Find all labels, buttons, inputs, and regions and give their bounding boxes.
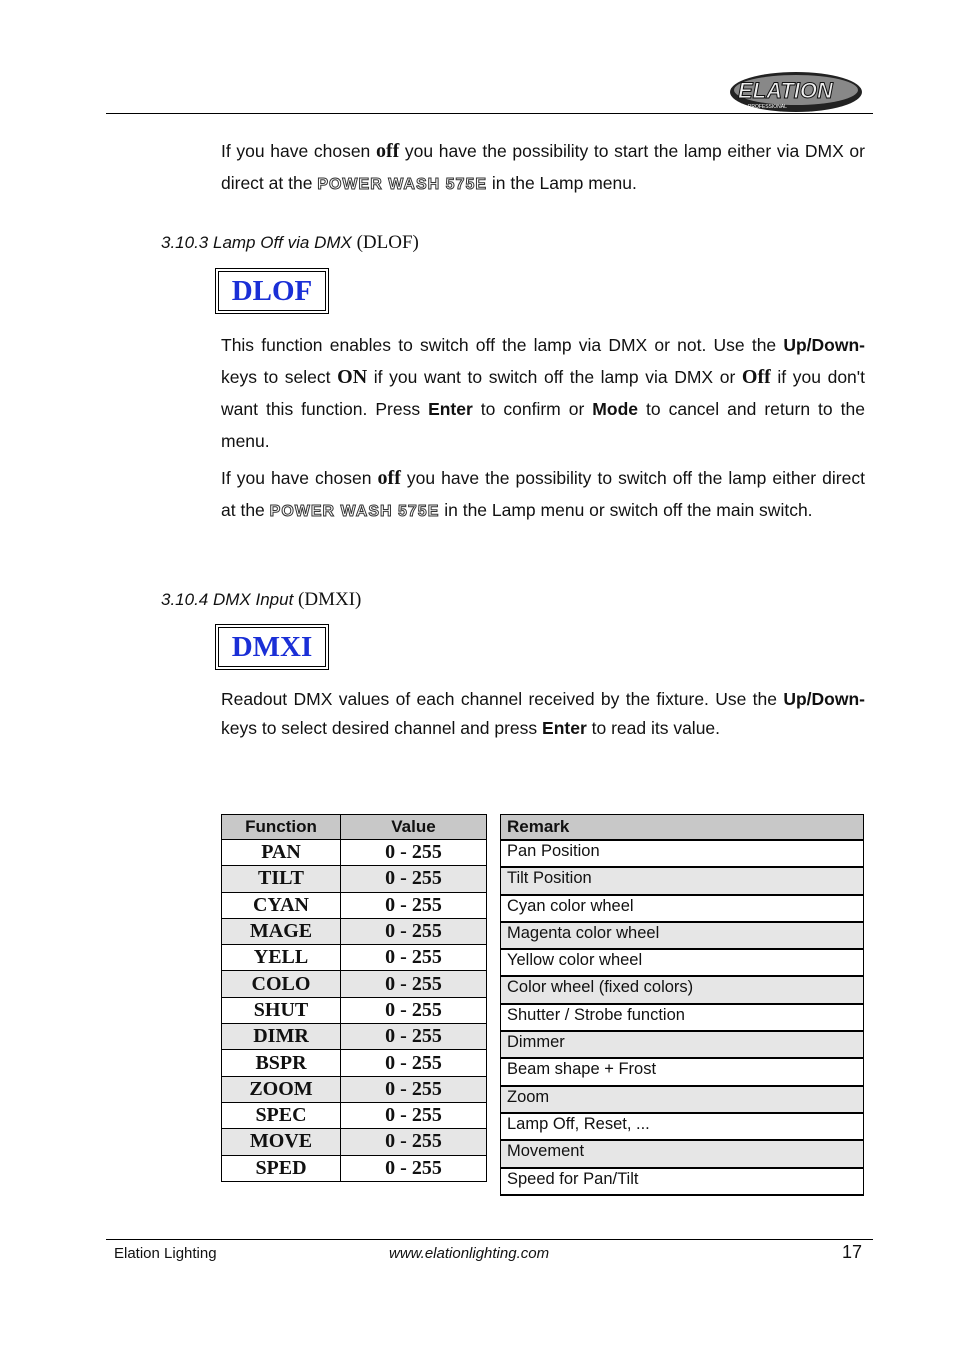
value-cell: 0 - 255 — [341, 840, 487, 866]
remark-cell: Zoom — [501, 1086, 864, 1113]
table-row — [501, 922, 864, 949]
table-row — [222, 866, 487, 892]
table-row — [501, 895, 864, 922]
remark-cell: Dimmer — [501, 1031, 864, 1058]
device-name: POWER WASH 575E — [317, 176, 488, 193]
remark-table — [500, 814, 864, 1196]
function-cell: SPED — [222, 1155, 341, 1181]
display-text-dmxi: DMXI — [218, 627, 326, 667]
function-cell: MOVE — [222, 1129, 341, 1155]
function-cell: PAN — [222, 840, 341, 866]
remark-cell: Color wheel (fixed colors) — [501, 976, 864, 1003]
function-header: Function — [222, 815, 341, 840]
table-row — [222, 892, 487, 918]
display-box-dmxi — [215, 624, 329, 670]
table-row — [501, 1004, 864, 1031]
table-row — [222, 1024, 487, 1050]
table-row — [222, 918, 487, 944]
table-row — [501, 1168, 864, 1195]
paragraph-dlof-off-note: If you have chosen off you have the possibility to switch off the lamp either direct at the POWER WASH 575E in the Lamp menu or switch off the main switch. — [221, 467, 865, 520]
remark-cell: Lamp Off, Reset, ... — [501, 1113, 864, 1140]
display-text-dlof: DLOF — [218, 271, 326, 311]
table-row — [222, 1129, 487, 1155]
function-cell: COLO — [222, 971, 341, 997]
function-cell: ZOOM — [222, 1076, 341, 1102]
remark-cell: Tilt Position — [501, 867, 864, 894]
table-row — [501, 1113, 864, 1140]
table-row — [222, 1050, 487, 1076]
remark-cell: Magenta color wheel — [501, 922, 864, 949]
table-row — [222, 971, 487, 997]
table-row — [501, 1031, 864, 1058]
table-row — [222, 1076, 487, 1102]
value-cell: 0 - 255 — [341, 1076, 487, 1102]
table-row — [501, 840, 864, 867]
paragraph-dmxi-description: Readout DMX values of each channel received by the fixture. Use the Up/Down-keys to select desired channel and press Enter to read its value. — [221, 689, 865, 738]
logo-subtext: PROFESSIONAL — [748, 104, 787, 110]
function-cell: SHUT — [222, 997, 341, 1023]
value-cell: 0 - 255 — [341, 892, 487, 918]
value-cell: 0 - 255 — [341, 1024, 487, 1050]
table-row — [501, 1140, 864, 1167]
section-heading-dlof: 3.10.3 Lamp Off via DMX (DLOF) — [161, 232, 419, 253]
remark-cell: Pan Position — [501, 840, 864, 867]
footer-url[interactable]: www.elationlighting.com — [389, 1245, 550, 1262]
footer-company: Elation Lighting — [114, 1245, 217, 1262]
table-row — [222, 840, 487, 866]
function-cell: SPEC — [222, 1102, 341, 1128]
value-cell: 0 - 255 — [341, 1102, 487, 1128]
remark-cell: Speed for Pan/Tilt — [501, 1168, 864, 1195]
remark-cell: Shutter / Strobe function — [501, 1004, 864, 1031]
value-cell: 0 - 255 — [341, 918, 487, 944]
value-header: Value — [341, 815, 487, 840]
function-cell: YELL — [222, 945, 341, 971]
value-cell: 0 - 255 — [341, 1129, 487, 1155]
table-row — [222, 1102, 487, 1128]
header-rule — [106, 113, 873, 114]
display-box-dlof — [215, 268, 329, 314]
value-cell: 0 - 255 — [341, 971, 487, 997]
function-cell: BSPR — [222, 1050, 341, 1076]
value-cell: 0 - 255 — [341, 945, 487, 971]
footer-rule — [106, 1239, 873, 1240]
elation-logo — [722, 68, 864, 116]
table-row — [222, 1155, 487, 1181]
remark-cell: Beam shape + Frost — [501, 1058, 864, 1085]
table-row — [501, 949, 864, 976]
device-name: POWER WASH 575E — [269, 503, 440, 520]
table-row — [222, 997, 487, 1023]
table-row — [501, 976, 864, 1003]
value-cell: 0 - 255 — [341, 1050, 487, 1076]
paragraph-dlof-description: This function enables to switch off the lamp via DMX or not. Use the Up/Down-keys to select ON if you want to switch off the lamp via DMX or Off if you don't want this function. Press Enter to confirm or Mode to cancel and return to the menu. — [221, 335, 865, 451]
function-value-table — [221, 814, 487, 1182]
remark-cell: Movement — [501, 1140, 864, 1167]
page-number: 17 — [842, 1242, 863, 1262]
table-row — [501, 867, 864, 894]
table-row — [222, 945, 487, 971]
function-cell: CYAN — [222, 892, 341, 918]
table-row — [501, 1058, 864, 1085]
value-cell: 0 - 255 — [341, 1155, 487, 1181]
section-heading-dmxi: 3.10.4 DMX Input (DMXI) — [161, 589, 362, 610]
function-cell: DIMR — [222, 1024, 341, 1050]
function-cell: TILT — [222, 866, 341, 892]
remark-header: Remark — [501, 815, 864, 841]
remark-cell: Cyan color wheel — [501, 895, 864, 922]
remark-cell: Yellow color wheel — [501, 949, 864, 976]
function-cell: MAGE — [222, 918, 341, 944]
paragraph-lamp-on-note: If you have chosen off you have the possibility to start the lamp either via DMX or direct at the POWER WASH 575E in the Lamp menu. — [221, 140, 865, 193]
value-cell: 0 - 255 — [341, 866, 487, 892]
value-cell: 0 - 255 — [341, 997, 487, 1023]
table-row — [501, 1086, 864, 1113]
logo-text: ELATION — [738, 78, 833, 103]
